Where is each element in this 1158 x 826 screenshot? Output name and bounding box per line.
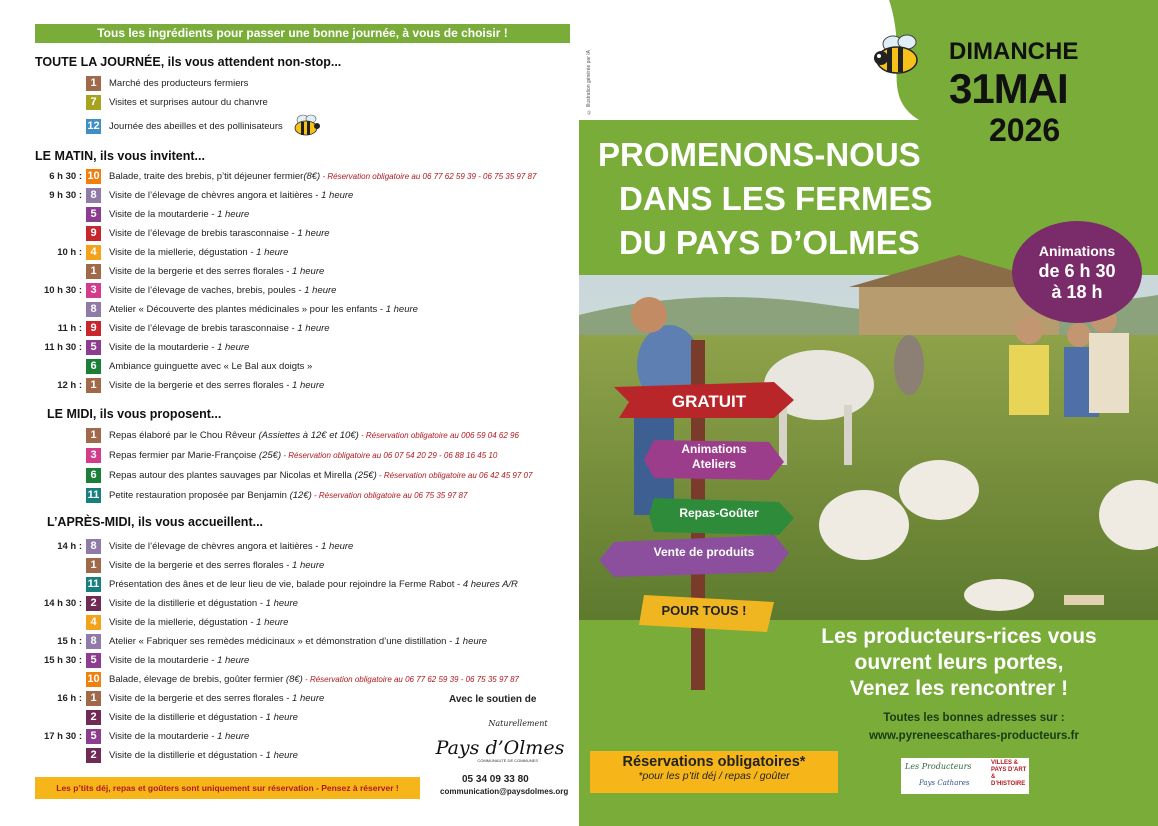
reservation-footer: Les p’tits déj, repas et goûters sont uniquement sur réservation - Pensez à réserver !	[35, 777, 420, 799]
row-text: Visite de la moutarderie - 1 heure	[109, 342, 250, 353]
row-text: Visite de la miellerie, dégustation - 1 heure	[109, 247, 289, 258]
program-row	[0, 206, 579, 223]
row-text: Visite de l’élevage de chèvres angora et laitières - 1 heure	[109, 541, 354, 552]
program-row	[0, 377, 579, 394]
ville-art-histoire-logo: VILLES & PAYS D’ART & D’HISTOIRE	[989, 758, 1029, 794]
farm-number-badge: 3	[86, 448, 101, 463]
row-text: Visite de l’élevage de chèvres angora et laitières - 1 heure	[109, 190, 354, 201]
farm-number-badge: 3	[86, 283, 101, 298]
row-text: Visite de l’élevage de brebis tarasconnaise - 1 heure	[109, 323, 330, 334]
program-row	[0, 187, 579, 204]
farm-number-badge: 2	[86, 596, 101, 611]
title-line-2: DANS LES FERMES	[619, 180, 933, 217]
sign-for-all: POUR TOUS !	[661, 603, 747, 618]
farm-number-badge: 10	[87, 673, 100, 685]
program-row	[0, 263, 579, 280]
program-row	[0, 168, 579, 185]
farm-number-badge: 2	[86, 710, 101, 725]
row-text: Balade, traite des brebis, p’tit déjeuner fermier(8€) - Réservation obligatoire au 06 77 62 59 39 - 06 75 35 97 87	[109, 171, 537, 182]
row-text: Balade, élevage de brebis, goûter fermier (8€) - Réservation obligatoire au 06 77 62 59 39 - 06 75 35 97 87	[109, 674, 519, 685]
row-time: 16 h :	[57, 693, 82, 704]
row-time: 11 h 30 :	[44, 342, 82, 353]
farm-number-badge: 6	[86, 359, 101, 374]
phone-number: 05 34 09 33 80	[462, 774, 529, 785]
svg-text:COMMUNAUTÉ DE COMMUNES: COMMUNAUTÉ DE COMMUNES	[477, 758, 538, 763]
program-row	[0, 301, 579, 318]
producers-logo: Les Producteurs Pays Cathares	[901, 758, 989, 794]
row-text: Visite de l’élevage de brebis tarasconnaise - 1 heure	[109, 228, 330, 239]
row-text: Visite de la distillerie et dégustation - 1 heure	[109, 712, 298, 723]
support-label: Avec le soutien de	[449, 694, 537, 705]
program-row	[0, 358, 579, 375]
farm-number-badge: 1	[86, 428, 101, 443]
row-text: Ambiance guinguette avec « Le Bal aux doigts »	[109, 361, 313, 372]
farm-number-badge: 11	[87, 489, 100, 501]
row-time: 17 h 30 :	[43, 731, 82, 742]
reservation-box: Réservations obligatoires* *pour les p’tit déj / repas / goûter	[590, 751, 838, 793]
sign-workshops: Ateliers	[691, 457, 737, 471]
row-time: 15 h :	[57, 636, 82, 647]
farm-number-badge: 1	[86, 378, 101, 393]
row-time: 11 h :	[57, 323, 82, 334]
row-text: Visite de la moutarderie - 1 heure	[109, 731, 250, 742]
sign-products: Vente de produits	[653, 545, 755, 559]
program-row	[0, 118, 579, 135]
program-row	[0, 75, 579, 92]
section-noon: LE MIDI, ils vous proposent...	[47, 407, 222, 421]
section-afternoon: L’APRÈS-MIDI, ils vous accueillent...	[47, 515, 264, 529]
farm-number-badge: 5	[86, 340, 101, 355]
row-text: Marché des producteurs fermiers	[109, 78, 249, 89]
section-all-day: TOUTE LA JOURNÉE, ils vous attendent non-stop...	[35, 55, 342, 69]
hours-badge: Animations de 6 h 30 à 18 h	[1012, 221, 1142, 323]
svg-text:Pays d’Olmes: Pays d’Olmes	[435, 737, 565, 759]
row-time: 10 h 30 :	[43, 285, 82, 296]
section-morning: LE MATIN, ils vous invitent...	[35, 149, 205, 163]
cover-page	[579, 0, 1158, 826]
program-row	[0, 487, 579, 504]
program-row	[0, 614, 579, 631]
farm-number-badge: 8	[86, 539, 101, 554]
row-text: Visite de la bergerie et des serres florales - 1 heure	[109, 560, 325, 571]
contact-email[interactable]: communication@paysdolmes.org	[440, 787, 569, 796]
farm-number-badge: 1	[86, 691, 101, 706]
farm-number-badge: 6	[86, 468, 101, 483]
program-row	[0, 94, 579, 111]
farm-number-badge: 9	[86, 321, 101, 336]
event-date: 31MAI	[949, 65, 1068, 112]
website-link[interactable]: www.pyreneescathares-producteurs.fr	[869, 730, 1079, 742]
row-text: Visite de la moutarderie - 1 heure	[109, 655, 250, 666]
farm-number-badge: 8	[86, 188, 101, 203]
tagline: Les producteurs-rices vous ouvrent leurs portes, Venez les rencontrer !	[821, 625, 1097, 700]
image-credit: © Illustration générée par IA	[586, 50, 592, 115]
farm-number-badge: 10	[87, 170, 100, 182]
program-row	[0, 320, 579, 337]
farm-number-badge: 7	[86, 95, 101, 110]
row-text: Journée des abeilles et des pollinisateurs	[109, 121, 283, 132]
row-time: 14 h 30 :	[43, 598, 82, 609]
farm-number-badge: 5	[86, 729, 101, 744]
program-row	[0, 557, 579, 574]
svg-text:Naturellement: Naturellement	[488, 719, 548, 728]
row-text: Repas fermier par Marie-Françoise (25€) - Réservation obligatoire au 06 07 54 20 29 - 06 88 16 45 10	[109, 450, 498, 461]
farm-number-badge: 1	[86, 558, 101, 573]
farm-number-badge: 4	[86, 615, 101, 630]
farm-number-badge: 5	[86, 207, 101, 222]
bee-icon	[291, 112, 323, 138]
title-line-1: PROMENONS-NOUS	[598, 136, 921, 173]
row-time: 6 h 30 :	[49, 171, 82, 182]
farm-number-badge: 8	[86, 634, 101, 649]
farm-number-badge: 11	[87, 578, 100, 590]
row-time: 10 h :	[57, 247, 82, 258]
farm-number-badge: 1	[86, 264, 101, 279]
farm-number-badge: 1	[86, 76, 101, 91]
row-time: 14 h :	[57, 541, 82, 552]
program-row	[0, 538, 579, 555]
row-text: Visite de la moutarderie - 1 heure	[109, 209, 250, 220]
program-row	[0, 595, 579, 612]
row-time: 15 h 30 :	[43, 655, 82, 666]
row-text: Atelier « Fabriquer ses remèdes médicinaux » et démonstration d’une distillation - 1 heure	[109, 636, 488, 647]
row-text: Petite restauration proposée par Benjamin (12€) - Réservation obligatoire au 06 75 35 97 87	[109, 490, 468, 501]
program-row	[0, 633, 579, 650]
row-text: Visite de l’élevage de vaches, brebis, poules - 1 heure	[109, 285, 337, 296]
farm-number-badge: 12	[87, 120, 100, 132]
row-text: Repas autour des plantes sauvages par Nicolas et Mirella (25€) - Réservation obligatoire au 06 42 45 97 07	[109, 470, 533, 481]
bee-icon	[869, 30, 929, 80]
row-text: Visite de la distillerie et dégustation - 1 heure	[109, 750, 298, 761]
sign-free: GRATUIT	[671, 392, 747, 411]
sign-meals: Repas-Goûter	[679, 506, 759, 520]
pays-olmes-logo	[435, 712, 565, 770]
program-row	[0, 576, 579, 593]
program-row	[0, 282, 579, 299]
row-text: Visite de la bergerie et des serres florales - 1 heure	[109, 693, 325, 704]
farm-number-badge: 4	[86, 245, 101, 260]
row-text: Visite de la bergerie et des serres florales - 1 heure	[109, 380, 325, 391]
row-time: 12 h :	[57, 380, 82, 391]
row-text: Visites et surprises autour du chanvre	[109, 97, 268, 108]
program-row	[0, 447, 579, 464]
row-time: 9 h 30 :	[49, 190, 82, 201]
event-year: 2026	[989, 112, 1061, 148]
row-text: Repas élaboré par le Chou Rêveur (Assiettes à 12€ et 10€) - Réservation obligatoire au 006 59 04 62 96	[109, 430, 519, 441]
row-text: Atelier « Découverte des plantes médicinales » pour les enfants - 1 heure	[109, 304, 418, 315]
farm-number-badge: 2	[86, 748, 101, 763]
row-text: Visite de la bergerie et des serres florales - 1 heure	[109, 266, 325, 277]
event-day: DIMANCHE	[949, 38, 1079, 65]
program-row	[0, 339, 579, 356]
program-row	[0, 652, 579, 669]
farm-number-badge: 8	[86, 302, 101, 317]
program-row	[0, 427, 579, 444]
program-row	[0, 671, 579, 688]
program-row	[0, 467, 579, 484]
row-text: Visite de la miellerie, dégustation - 1 heure	[109, 617, 289, 628]
website-block: Toutes les bonnes adresses sur : www.pyreneescathares-producteurs.fr	[849, 709, 1099, 745]
intro-banner: Tous les ingrédients pour passer une bonne journée, à vous de choisir !	[35, 24, 570, 43]
farm-number-badge: 9	[86, 226, 101, 241]
farm-number-badge: 5	[86, 653, 101, 668]
row-text: Visite de la distillerie et dégustation - 1 heure	[109, 598, 298, 609]
row-text: Présentation des ânes et de leur lieu de vie, balade pour rejoindre la Ferme Rabot - 4 heures A/R	[109, 579, 518, 590]
title-line-3: DU PAYS D’OLMES	[619, 224, 920, 261]
program-row	[0, 244, 579, 261]
sign-animations: Animations	[681, 442, 747, 456]
program-row	[0, 225, 579, 242]
